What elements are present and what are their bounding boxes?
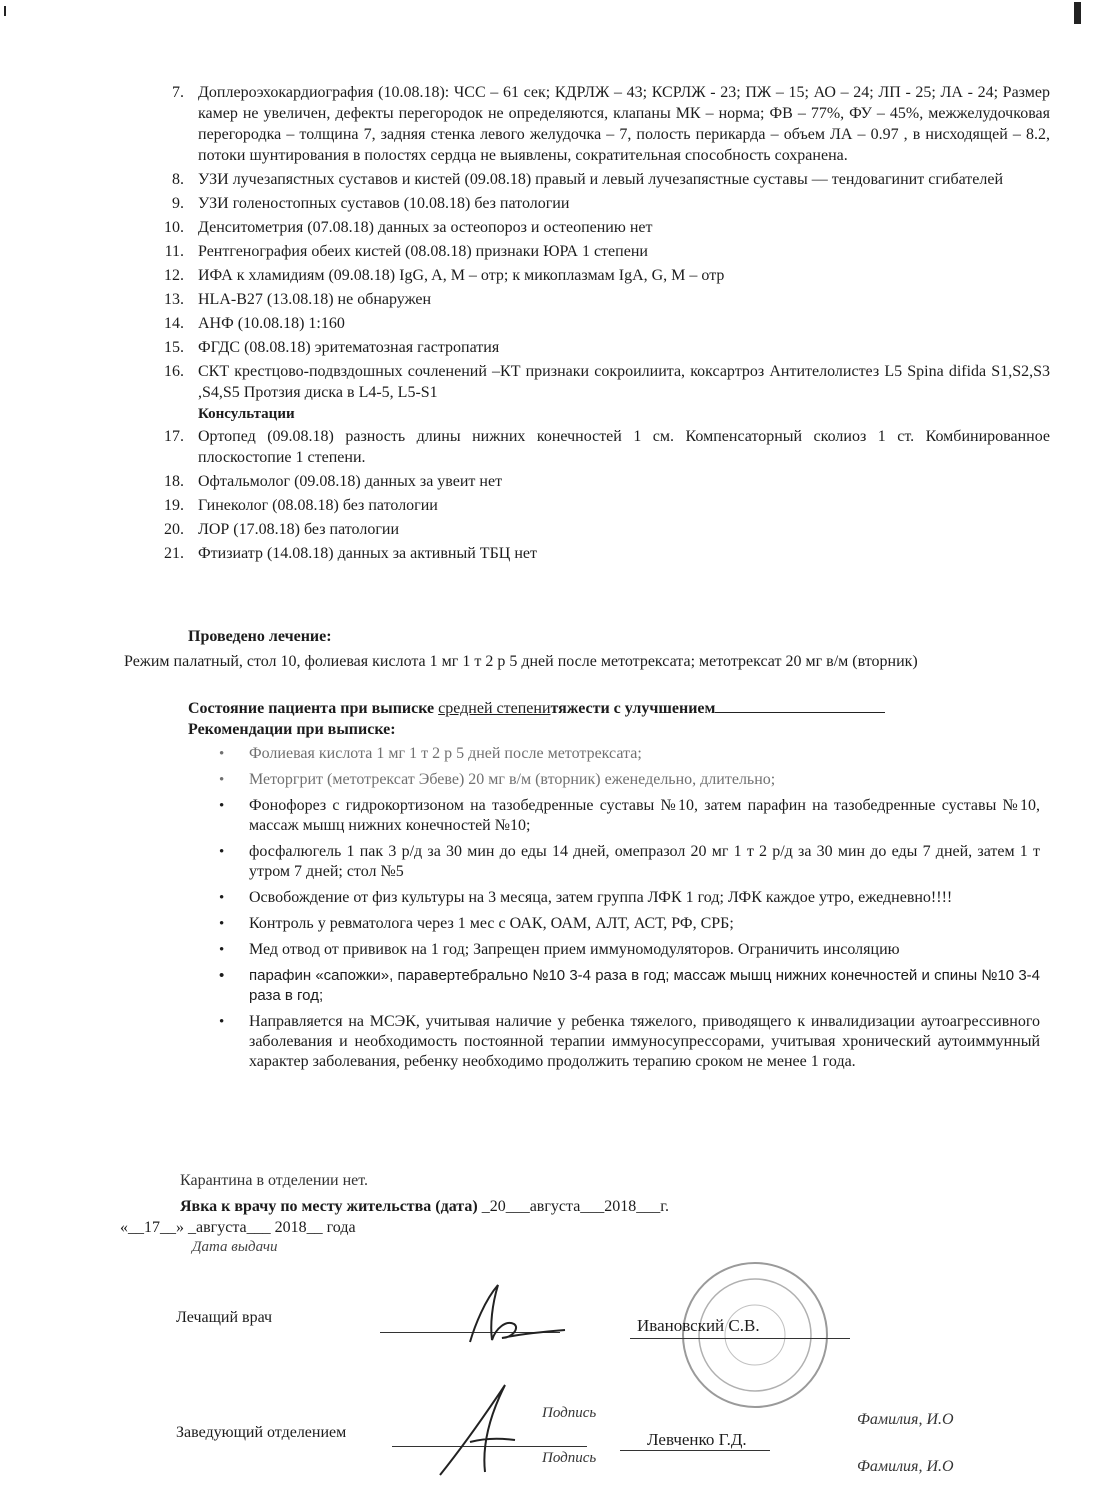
bullet-icon: • [219, 916, 225, 932]
quarantine-note: Карантина в отделении нет. [180, 1172, 369, 1189]
bullet-icon: • [219, 844, 225, 860]
bullet-icon: • [219, 1014, 225, 1030]
list-item: 9. УЗИ голеностопных суставов (10.08.18) без патологии [172, 195, 570, 212]
head-name: Левченко Г.Д. [647, 1430, 747, 1449]
issue-date-label: Дата выдачи [192, 1239, 278, 1255]
recommendation-item: • фосфалюгель 1 пак 3 р/д за 30 мин до еды 14 дней, омепразол 20 мг 1 т 2 р/д за 30 мин до еды 7 дней, затем 1 т утром 7 дней; стол №5 [219, 843, 1040, 880]
discharge-state-label: Состояние пациента при выписке [188, 700, 435, 717]
scan-mark-top-left [4, 6, 6, 16]
bullet-icon: • [219, 967, 225, 984]
bullet-icon: • [219, 798, 225, 814]
head-signature [430, 1380, 540, 1480]
visit-date [180, 1198, 669, 1216]
visit-label: Явка к врачу по месту жительства (дата) [180, 1198, 478, 1215]
recommendation-item: • Меторгрит (метотрексат Эбеве) 20 мг в/м (вторник) еженедельно, длительно; [219, 771, 776, 788]
recommendation-item: • Контроль у ревматолога через 1 мес с ОАК, ОАМ, АЛТ, АСТ, РФ, СРБ; [219, 915, 734, 932]
list-item: 13. HLA-B27 (13.08.18) не обнаружен [164, 291, 432, 308]
list-item: 11. Рентгенография обеих кистей (08.08.18) признаки ЮРА 1 степени [164, 243, 648, 260]
list-item: 19. Гинеколог (08.08.18) без патологии [164, 497, 438, 514]
attending-name: Ивановский С.В. [637, 1316, 760, 1335]
head-name-line [620, 1450, 770, 1451]
consultations-heading: Консультации [198, 406, 295, 422]
list-item: 18. Офтальмолог (09.08.18) данных за увеит нет [164, 473, 503, 490]
recommendations-heading: Рекомендации при выписке: [188, 721, 396, 738]
list-item: 14. АНФ (10.08.18) 1:160 [164, 315, 345, 332]
bullet-icon: • [219, 890, 225, 906]
attending-name-line [630, 1338, 850, 1339]
discharge-state-rest: тяжести с улучшением [550, 700, 716, 717]
discharge-state-value: средней степени [438, 700, 551, 717]
issue-date: «__17__» _августа___ 2018__ года [120, 1219, 356, 1236]
list-item: 7. Доплероэхокардиография (10.08.18): ЧСС – 61 сек; КДРЛЖ – 43; КСРЛЖ - 23; ПЖ – 15; АО – 24; ЛП - 25; ЛА - 24; Размер камер не увеличен, дефекты перегородок не определяются, клапаны МК – норма; ФВ – 77%, ФУ – 45%, межжелудочковая перегородка – толщина 7, задняя стенка левого желудочка – 7, полость перикарда – объем ЛА – 0.97 , в нисходящей – 8.2, потоки шунтирования в полостях сердца не выявлены, сократительная способность сохранена. [172, 84, 1050, 164]
attending-signature [440, 1280, 570, 1350]
recommendation-item: • Направляется на МСЭК, учитывая наличие у ребенка тяжелого, приводящего к инвалидизации аутоагрессивного заболевания и необходимость постоянной терапии иммуносупрессорами, учитывая хронический аутоиммунный характер заболевания, ребенку необходимо продолжить терапию сроком не менее 1 года. [219, 1013, 1040, 1070]
treatment-text: Режим палатный, стол 10, фолиевая кислота 1 мг 1 т 2 р 5 дней после метотрексата; метотрексат 20 мг в/м (вторник) [124, 653, 918, 670]
list-item: 10. Денситометрия (07.08.18) данных за остеопороз и остеопению нет [164, 219, 653, 236]
treatment-heading: Проведено лечение: [188, 628, 332, 645]
list-item: 15. ФГДС (08.08.18) эритематозная гастропатия [164, 339, 500, 356]
signature-caption: Подпись [542, 1405, 597, 1421]
investigations-list [150, 82, 1050, 567]
scan-mark-top-right [1074, 2, 1081, 24]
recommendations-list [215, 744, 1040, 1078]
discharge-state-blank [715, 712, 885, 713]
recommendation-item: • Освобождение от физ культуры на 3 месяца, затем группа ЛФК 1 год; ЛФК каждое утро, ежедневно!!!! [219, 889, 953, 906]
head-label: Заведующий отделением [176, 1424, 347, 1441]
name-caption: Фамилия, И.О [857, 1411, 954, 1428]
list-item: 20. ЛОР (17.08.18) без патологии [164, 521, 399, 538]
bullet-icon: • [219, 942, 225, 958]
attending-label: Лечащий врач [176, 1309, 273, 1326]
bullet-icon: • [219, 772, 225, 788]
discharge-state [188, 700, 1018, 718]
list-item: 16. СКТ крестцово-подвздошных сочленений –КТ признаки сокроилиита, коксартроз Антителолистез L5 Spina difida S1,S2,S3 ,S4,S5 Протзия диска в L4-5, L5-S1 [164, 363, 1050, 401]
name-caption: Фамилия, И.О [857, 1458, 954, 1475]
signature-caption: Подпись [542, 1450, 597, 1466]
recommendation-item: • парафин «сапожки», паравертебрально №10 3-4 раза в год; массаж мышц нижних конечностей и спины №10 3-4 раза в год; [219, 967, 1040, 1004]
bullet-icon: • [219, 746, 225, 762]
visit-value: _20___августа___2018___г. [481, 1198, 670, 1215]
list-item: 21. Фтизиатр (14.08.18) данных за активный ТБЦ нет [164, 545, 537, 562]
recommendation-item: • Фонофорез с гидрокортизоном на тазобедренные суставы №10, затем парафин на тазобедренные суставы №10, массаж мышц нижних конечностей №10; [219, 797, 1040, 834]
recommendation-item: • Фолиевая кислота 1 мг 1 т 2 р 5 дней после метотрексата; [219, 745, 642, 762]
list-item: 8. УЗИ лучезапястных суставов и кистей (09.08.18) правый и левый лучезапястные суставы — тендовагинит сгибателей [172, 171, 1004, 188]
list-item: 12. ИФА к хламидиям (09.08.18) IgG, A, M – отр; к микоплазмам IgA, G, M – отр [164, 267, 725, 284]
recommendation-item: • Мед отвод от прививок на 1 год; Запрещен прием иммуномодуляторов. Ограничить инсоляцию [219, 941, 900, 958]
list-item: 17. Ортопед (09.08.18) разность длины нижних конечностей 1 см. Компенсаторный сколиоз 1 ст. Комбинированное плоскостопие 1 степени. [164, 428, 1050, 466]
